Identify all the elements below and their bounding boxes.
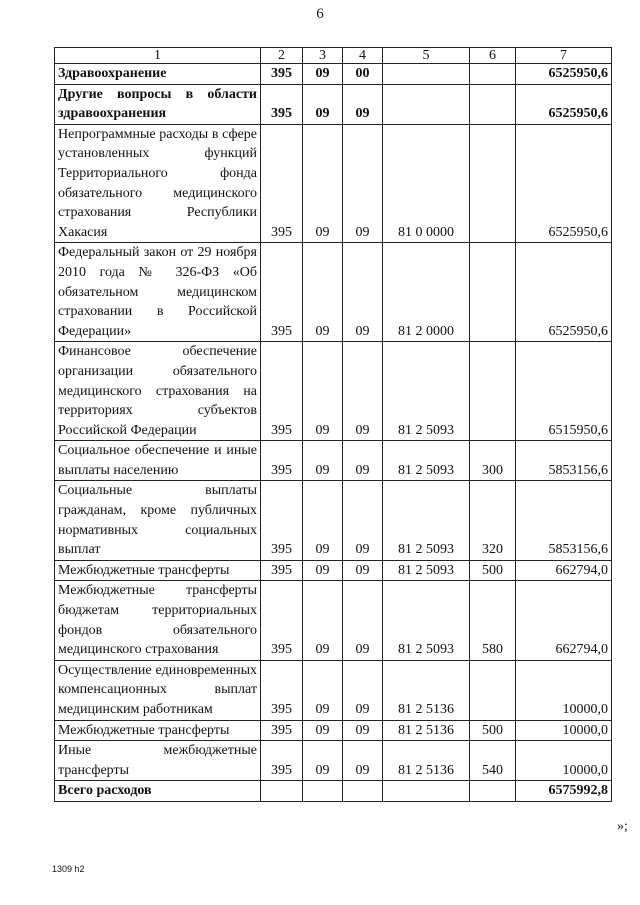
subsection-code-cell: 09 <box>343 481 383 560</box>
table-row <box>55 124 612 243</box>
amount-cell: 5853156,6 <box>516 441 612 481</box>
section-code-cell: 09 <box>303 560 343 581</box>
table-row <box>55 243 612 342</box>
expense-type-cell <box>470 342 516 441</box>
subsection-code-cell: 09 <box>343 84 383 124</box>
target-item-cell: 81 0 0000 <box>383 124 470 243</box>
target-item-cell <box>383 84 470 124</box>
row-name-cell: Федеральный закон от 29 ноября 2010 года № 326-ФЗ «Об обязательном медицинском страховании в Российской Федерации» <box>55 243 261 342</box>
table-header-row <box>55 48 612 64</box>
section-code-cell: 09 <box>303 64 343 85</box>
table-row <box>55 781 612 802</box>
expense-type-cell <box>470 64 516 85</box>
expense-type-cell: 500 <box>470 560 516 581</box>
target-item-cell <box>383 781 470 802</box>
table-row <box>55 481 612 560</box>
table-row <box>55 84 612 124</box>
section-code-cell: 09 <box>303 441 343 481</box>
subsection-code-cell: 09 <box>343 342 383 441</box>
expense-type-cell <box>470 243 516 342</box>
target-item-cell: 81 2 5093 <box>383 560 470 581</box>
section-code-cell: 09 <box>303 660 343 720</box>
amount-cell: 6525950,6 <box>516 243 612 342</box>
admin-code-cell: 395 <box>261 64 303 85</box>
subsection-code-cell: 09 <box>343 124 383 243</box>
target-item-cell: 81 2 5136 <box>383 660 470 720</box>
subsection-code-cell: 09 <box>343 741 383 781</box>
row-name-cell: Межбюджетные трансферты бюджетам территориальных фондов обязательного медицинского страхования <box>55 581 261 660</box>
section-code-cell: 09 <box>303 342 343 441</box>
expense-type-cell <box>470 781 516 802</box>
subsection-code-cell: 09 <box>343 441 383 481</box>
row-name-cell: Социальные выплаты гражданам, кроме публичных нормативных социальных выплат <box>55 481 261 560</box>
amount-cell: 6515950,6 <box>516 342 612 441</box>
admin-code-cell <box>261 781 303 802</box>
amount-cell: 10000,0 <box>516 720 612 741</box>
section-code-cell <box>303 781 343 802</box>
subsection-code-cell: 09 <box>343 720 383 741</box>
closing-quote-mark: »; <box>617 819 628 834</box>
table-row <box>55 441 612 481</box>
document-footer-code: 1309 h2 <box>52 864 85 874</box>
row-name-cell: Осуществление единовременных компенсационных выплат медицинским работникам <box>55 660 261 720</box>
section-code-cell: 09 <box>303 243 343 342</box>
section-code-cell: 09 <box>303 741 343 781</box>
expense-type-cell: 300 <box>470 441 516 481</box>
amount-cell: 662794,0 <box>516 560 612 581</box>
column-header: 2 <box>261 48 303 64</box>
expense-type-cell: 500 <box>470 720 516 741</box>
table-row <box>55 720 612 741</box>
amount-cell: 6525950,6 <box>516 84 612 124</box>
target-item-cell: 81 2 5136 <box>383 741 470 781</box>
amount-cell: 6575992,8 <box>516 781 612 802</box>
column-header: 3 <box>303 48 343 64</box>
expense-type-cell <box>470 84 516 124</box>
amount-cell: 10000,0 <box>516 741 612 781</box>
column-header: 5 <box>383 48 470 64</box>
section-code-cell: 09 <box>303 720 343 741</box>
expense-type-cell: 320 <box>470 481 516 560</box>
amount-cell: 6525950,6 <box>516 124 612 243</box>
row-name-cell: Иные межбюджетные трансферты <box>55 741 261 781</box>
table-row <box>55 660 612 720</box>
subsection-code-cell <box>343 781 383 802</box>
column-header: 1 <box>55 48 261 64</box>
admin-code-cell: 395 <box>261 342 303 441</box>
target-item-cell: 81 2 0000 <box>383 243 470 342</box>
page-number: 6 <box>316 6 324 22</box>
row-name-cell: Всего расходов <box>55 781 261 802</box>
target-item-cell: 81 2 5093 <box>383 342 470 441</box>
amount-cell: 6525950,6 <box>516 64 612 85</box>
admin-code-cell: 395 <box>261 720 303 741</box>
admin-code-cell: 395 <box>261 243 303 342</box>
column-header: 6 <box>470 48 516 64</box>
admin-code-cell: 395 <box>261 581 303 660</box>
column-header: 4 <box>343 48 383 64</box>
target-item-cell: 81 2 5093 <box>383 441 470 481</box>
section-code-cell: 09 <box>303 84 343 124</box>
section-code-cell: 09 <box>303 124 343 243</box>
target-item-cell: 81 2 5136 <box>383 720 470 741</box>
expense-type-cell: 580 <box>470 581 516 660</box>
admin-code-cell: 395 <box>261 481 303 560</box>
subsection-code-cell: 09 <box>343 581 383 660</box>
column-header: 7 <box>516 48 612 64</box>
row-name-cell: Межбюджетные трансферты <box>55 560 261 581</box>
admin-code-cell: 395 <box>261 84 303 124</box>
target-item-cell: 81 2 5093 <box>383 481 470 560</box>
amount-cell: 5853156,6 <box>516 481 612 560</box>
section-code-cell: 09 <box>303 581 343 660</box>
table-row <box>55 560 612 581</box>
row-name-cell: Межбюджетные трансферты <box>55 720 261 741</box>
target-item-cell <box>383 64 470 85</box>
subsection-code-cell: 09 <box>343 660 383 720</box>
admin-code-cell: 395 <box>261 441 303 481</box>
expense-type-cell <box>470 660 516 720</box>
expense-type-cell: 540 <box>470 741 516 781</box>
subsection-code-cell: 09 <box>343 560 383 581</box>
expense-type-cell <box>470 124 516 243</box>
row-name-cell: Другие вопросы в области здравоохранения <box>55 84 261 124</box>
table-row <box>55 741 612 781</box>
budget-table <box>54 47 612 802</box>
subsection-code-cell: 09 <box>343 243 383 342</box>
admin-code-cell: 395 <box>261 124 303 243</box>
row-name-cell: Непрограммные расходы в сфере установленных функций Территориального фонда обязательного медицинского страхования Республики Хакасия <box>55 124 261 243</box>
section-code-cell: 09 <box>303 481 343 560</box>
admin-code-cell: 395 <box>261 560 303 581</box>
target-item-cell: 81 2 5093 <box>383 581 470 660</box>
table-row <box>55 342 612 441</box>
table-row <box>55 581 612 660</box>
amount-cell: 662794,0 <box>516 581 612 660</box>
row-name-cell: Здравоохранение <box>55 64 261 85</box>
table-row <box>55 64 612 85</box>
subsection-code-cell: 00 <box>343 64 383 85</box>
admin-code-cell: 395 <box>261 741 303 781</box>
admin-code-cell: 395 <box>261 660 303 720</box>
row-name-cell: Социальное обеспечение и иные выплаты населению <box>55 441 261 481</box>
amount-cell: 10000,0 <box>516 660 612 720</box>
row-name-cell: Финансовое обеспечение организации обязательного медицинского страхования на территориях субъектов Российской Федерации <box>55 342 261 441</box>
